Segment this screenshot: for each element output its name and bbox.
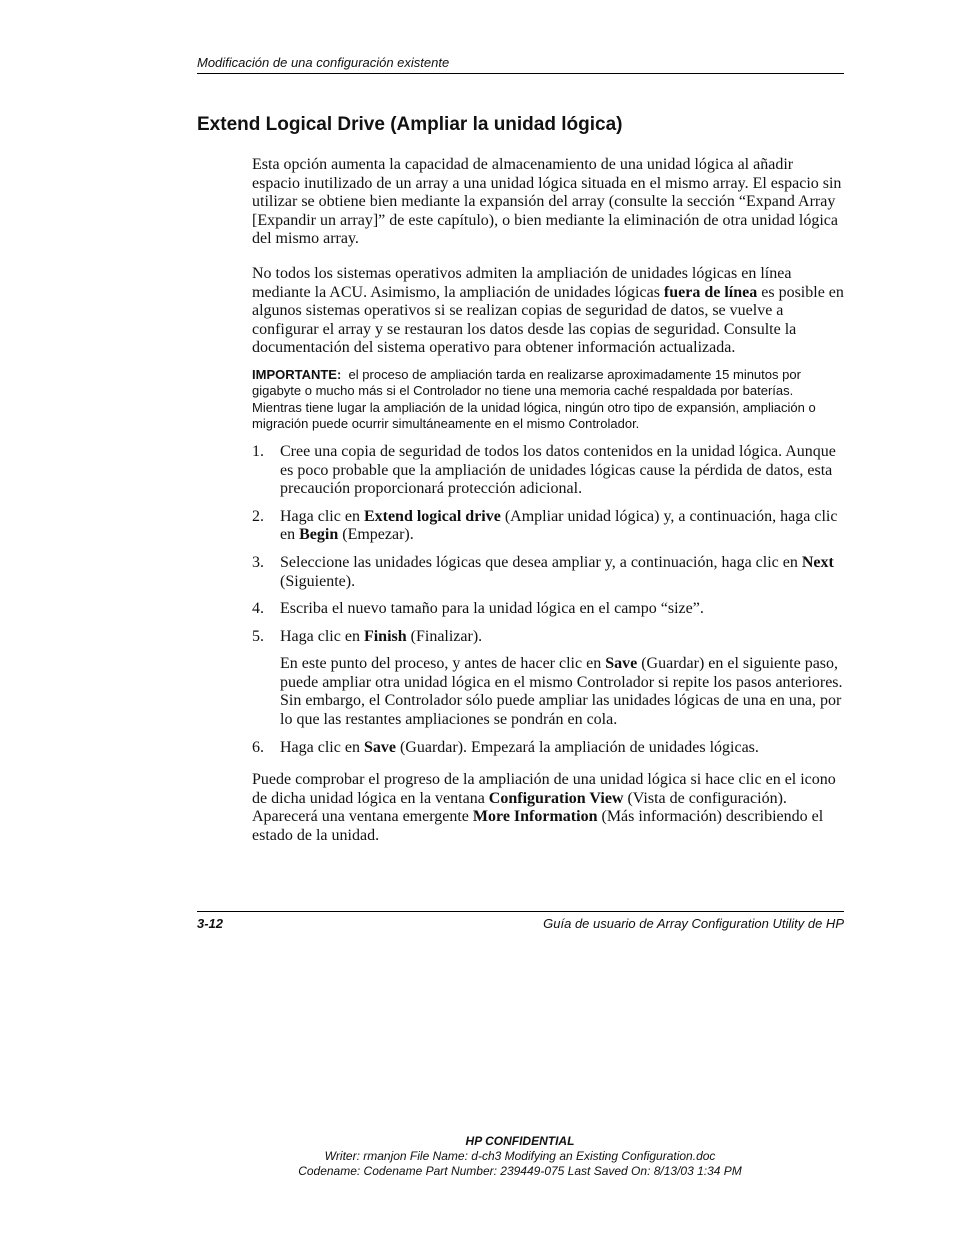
confidential-line: Writer: rmanjon File Name: d-ch3 Modifying an Existing Configuration.doc (324, 1149, 716, 1163)
bold-term: Next (801, 553, 834, 571)
step-text: En este punto del proceso, y antes de hacer clic en (280, 655, 606, 673)
bold-term: Extend logical drive (363, 507, 501, 525)
bold-term: fuera de línea (663, 283, 758, 301)
footer-rule (197, 911, 844, 912)
step-text: Haga clic en (280, 738, 364, 756)
step-text: Haga clic en (280, 627, 364, 645)
step-text: Haga clic en (280, 507, 364, 525)
step-text: (Siguiente). (280, 572, 356, 590)
list-item (252, 628, 844, 730)
book-title: Guía de usuario de Array Configuration Utility de HP (543, 916, 844, 931)
body-content (252, 156, 844, 846)
list-item (252, 554, 844, 591)
paragraph-intro: Esta opción aumenta la capacidad de almacenamiento de una unidad lógica al añadir espacio inutilizado de un array a una unidad lógica situada en el mismo array. El espacio sin utilizar se obtiene bien mediante la expansión del array (consulte la sección “Expand Array [Expandir un array]” de este capítulo), o bien mediante la eliminación de otra unidad lógica del mismo array. (252, 156, 842, 248)
confidential-label: HP CONFIDENTIAL (465, 1134, 575, 1148)
bold-term: Configuration View (488, 789, 624, 807)
bold-term: Save (363, 738, 396, 756)
text-run: Puede comprobar el progreso de la ampliación de una unidad lógica si hace clic en el icono de dicha unidad lógica en la ventana (252, 771, 836, 807)
paragraph-os-support (252, 265, 844, 358)
note-text: el proceso de ampliación tarda en realizarse aproximadamente 15 minutos por gigabyte o mucho más si el Controlador no tiene una memoria caché respaldada por baterías. Mientras tiene lugar la ampliación de la unidad lógica, ningún otro tipo de expansión, ampliación o migración puede ocurrir simultáneamente en el mismo Controlador. (252, 366, 816, 432)
bold-term: More Information (472, 808, 598, 826)
text-run: es posible en algunos sistemas operativos si se realizan copias de seguridad de datos, se vuelve a configurar el array y se restauran los datos desde las copias de seguridad. Consulte la documentación del sistema operativo para obtener información actualizada. (252, 283, 844, 357)
bold-term: Finish (363, 627, 407, 645)
step-text: (Finalizar). (406, 627, 483, 645)
step-number: 4. (252, 600, 264, 618)
list-item (252, 600, 844, 619)
step-text: (Guardar) en el siguiente paso, puede ampliar otra unidad lógica en el mismo Controlador si repite los pasos anteriores. Sin embargo, el Controlador sólo puede ampliar las unidades lógicas de una en una, por lo que las restantes ampliaciones se pondrán en cola. (280, 655, 843, 729)
step-number: 6. (252, 738, 264, 756)
paragraph-progress (252, 771, 844, 845)
confidential-block (0, 1134, 954, 1179)
step-number: 5. (252, 627, 264, 645)
list-item (252, 443, 844, 499)
text-run: No todos los sistemas operativos admiten la ampliación de unidades lógicas en línea mediante la ACU. Asimismo, la ampliación de unidades lógicas (252, 264, 792, 301)
important-note (252, 367, 844, 433)
step-number: 2. (252, 507, 264, 525)
list-item (252, 508, 844, 545)
text-run: (Vista de configuración). Aparecerá una ventana emergente (252, 789, 787, 826)
confidential-line: Codename: Codename Part Number: 239449-075 Last Saved On: 8/13/03 1:34 PM (298, 1164, 742, 1178)
step-note (280, 655, 844, 729)
list-item (252, 739, 844, 758)
step-text: Cree una copia de seguridad de todos los datos contenidos en la unidad lógica. Aunque es poco probable que la ampliación de unidades lógicas cause la pérdida de datos, esta precaución proporcionará protección adicional. (280, 442, 836, 498)
note-label: IMPORTANTE: (252, 366, 342, 382)
bold-term: Save (605, 655, 638, 673)
step-text: Escriba el nuevo tamaño para la unidad lógica en el campo “size”. (280, 600, 704, 618)
section-title: Extend Logical Drive (Ampliar la unidad lógica) (197, 114, 623, 135)
step-text: (Empezar). (338, 526, 414, 544)
step-text: (Guardar). Empezará la ampliación de unidades lógicas. (395, 738, 759, 756)
running-header: Modificación de una configuración existente (197, 55, 450, 70)
step-text: Seleccione las unidades lógicas que desea ampliar y, a continuación, haga clic en (280, 553, 802, 571)
steps-list (252, 443, 844, 757)
step-number: 1. (252, 442, 264, 460)
step-text: (Ampliar unidad lógica) y, a continuación, haga clic en (280, 507, 838, 544)
text-run: (Más información) describiendo el estado de la unidad. (252, 808, 824, 845)
header-rule (197, 73, 844, 74)
bold-term: Begin (299, 526, 339, 544)
page-number: 3-12 (197, 916, 224, 931)
step-number: 3. (252, 553, 264, 571)
